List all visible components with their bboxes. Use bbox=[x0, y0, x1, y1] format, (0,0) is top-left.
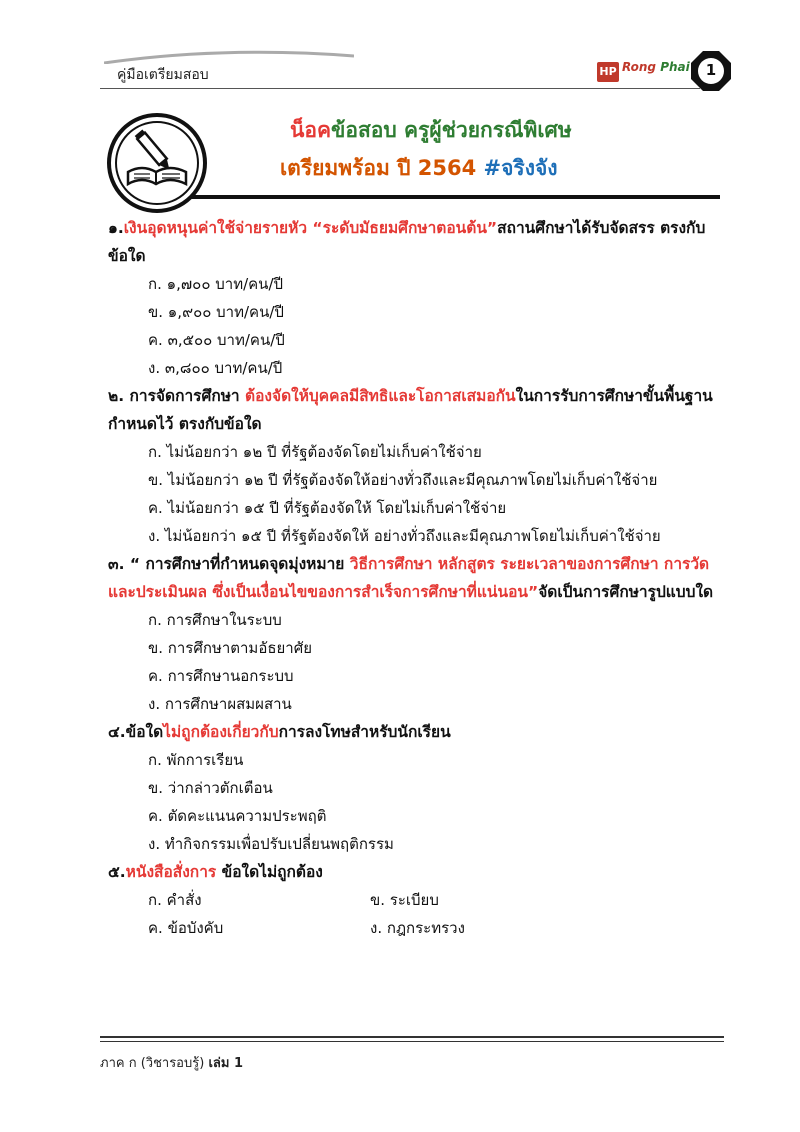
question-2-option-b: ข. ไม่น้อยกว่า ๑๒ ปี ที่รัฐต้องจัดให้อย่างทั่วถึงและมีคุณภาพโดยไม่เก็บค่าใช้จ่าย bbox=[148, 471, 658, 489]
question-5-options-row-2 bbox=[108, 914, 724, 942]
question-2-option-d: ง. ไม่น้อยกว่า ๑๕ ปี ที่รัฐต้องจัดให้ อย่างทั่วถึงและมีคุณภาพโดยไม่เก็บค่าใช้จ่าย bbox=[148, 527, 661, 545]
title-underline-band bbox=[180, 195, 720, 199]
question-4-option-d: ง. ทำกิจกรรมเพื่อปรับเปลี่ยนพฤติกรรม bbox=[148, 835, 394, 853]
page-header bbox=[0, 0, 800, 100]
header-title: คู่มือเตรียมสอบ bbox=[117, 67, 209, 83]
title-line-1 bbox=[290, 114, 572, 147]
question-5-options-row-1 bbox=[108, 886, 724, 914]
question-3-option-c: ค. การศึกษานอกระบบ bbox=[148, 667, 294, 685]
footer-divider-thin bbox=[100, 1041, 724, 1042]
title-knock: น็อค bbox=[290, 118, 332, 142]
question-list bbox=[108, 214, 724, 942]
question-3-highlight: วิธีการศึกษา หลักสูตร ระยะเวลาของการศึกษา การวัดและประเมินผล ซึ่งเป็นเงื่อนไขของการสำเร็จการศึกษาที่แน่นอน” bbox=[108, 555, 710, 601]
logo-text: Rong Phai bbox=[622, 60, 690, 74]
title-hashtag: #จริงจัง bbox=[483, 156, 558, 180]
question-1-option-b: ข. ๑,๙๐๐ บาท/คน/ปี bbox=[148, 303, 284, 321]
footer-text: ภาค ก (วิชารอบรู้) เล่ม 1 bbox=[100, 1056, 243, 1071]
logo-mark-icon: HP bbox=[597, 62, 619, 82]
question-4-option-b: ข. ว่ากล่าวตักเตือน bbox=[148, 779, 273, 797]
question-3: ๓. “ การศึกษาที่กำหนดจุดมุ่งหมาย วิธีการศึกษา หลักสูตร ระยะเวลาของการศึกษา การวัดและประเมินผล ซึ่งเป็นเงื่อนไขของการสำเร็จการศึกษาที่แน่นอน”จัดเป็นการศึกษารูปแบบใด bbox=[108, 555, 714, 601]
question-1-option-d: ง. ๓,๘๐๐ บาท/คน/ปี bbox=[148, 359, 283, 377]
title-line-2 bbox=[280, 152, 558, 185]
question-2: ๒. การจัดการศึกษา ต้องจัดให้บุคคลมีสิทธิและโอกาสเสมอกันในการรับการศึกษาขั้นพื้นฐาน กำหนดไว้ ตรงกับข้อใด bbox=[108, 387, 713, 433]
question-4: ๔.ข้อใดไม่ถูกต้องเกี่ยวกับการลงโทษสำหรับนักเรียน bbox=[108, 723, 451, 741]
question-3-option-a: ก. การศึกษาในระบบ bbox=[148, 611, 282, 629]
question-5-option-a: ก. คำสั่ง bbox=[148, 891, 202, 909]
question-5-option-c: ค. ข้อบังคับ bbox=[148, 919, 224, 937]
header-divider bbox=[100, 88, 700, 89]
question-1-option-c: ค. ๓,๕๐๐ บาท/คน/ปี bbox=[148, 331, 285, 349]
question-4-option-c: ค. ตัดคะแนนความประพฤติ bbox=[148, 807, 327, 825]
question-4-option-a: ก. พักการเรียน bbox=[148, 751, 244, 769]
brand-logo bbox=[597, 60, 690, 82]
question-2-option-c: ค. ไม่น้อยกว่า ๑๕ ปี ที่รัฐต้องจัดให้ โดยไม่เก็บค่าใช้จ่าย bbox=[148, 499, 507, 517]
question-3-option-d: ง. การศึกษาผสมผสาน bbox=[148, 695, 292, 713]
question-1-option-a: ก. ๑,๗๐๐ บาท/คน/ปี bbox=[148, 275, 284, 293]
page-number-badge bbox=[690, 50, 732, 92]
question-2-highlight: ต้องจัดให้บุคคลมีสิทธิและโอกาสเสมอกัน bbox=[245, 387, 516, 405]
footer-divider-thick bbox=[100, 1036, 724, 1038]
question-1: ๑.เงินอุดหนุนค่าใช้จ่ายรายหัว “ระดับมัธยมศึกษาตอนต้น”สถานศึกษาได้รับจัดสรร ตรงกับข้อใด bbox=[108, 219, 706, 265]
header-swoosh-decoration bbox=[104, 50, 354, 64]
question-5-option-b: ข. ระเบียบ bbox=[370, 891, 439, 909]
question-5-option-d: ง. กฎกระทรวง bbox=[370, 919, 465, 937]
question-3-option-b: ข. การศึกษาตามอัธยาศัย bbox=[148, 639, 313, 657]
question-2-option-a: ก. ไม่น้อยกว่า ๑๒ ปี ที่รัฐต้องจัดโดยไม่เก็บค่าใช้จ่าย bbox=[148, 443, 482, 461]
book-and-pencil-icon bbox=[106, 112, 208, 214]
title-exam-name: ข้อสอบ ครูผู้ช่วยกรณีพิเศษ bbox=[331, 118, 572, 142]
question-5: ๕.หนังสือสั่งการ ข้อใดไม่ถูกต้อง bbox=[108, 863, 323, 881]
footer-volume: เล่ม 1 bbox=[208, 1056, 243, 1071]
question-5-highlight: หนังสือสั่งการ bbox=[125, 863, 217, 881]
question-1-highlight: เงินอุดหนุนค่าใช้จ่ายรายหัว “ระดับมัธยมศึกษาตอนต้น” bbox=[123, 219, 498, 237]
question-4-highlight: ไม่ถูกต้องเกี่ยวกับ bbox=[163, 723, 279, 741]
title-prepare: เตรียมพร้อม ปี 2564 bbox=[280, 156, 484, 180]
page-number: 1 bbox=[705, 61, 717, 79]
